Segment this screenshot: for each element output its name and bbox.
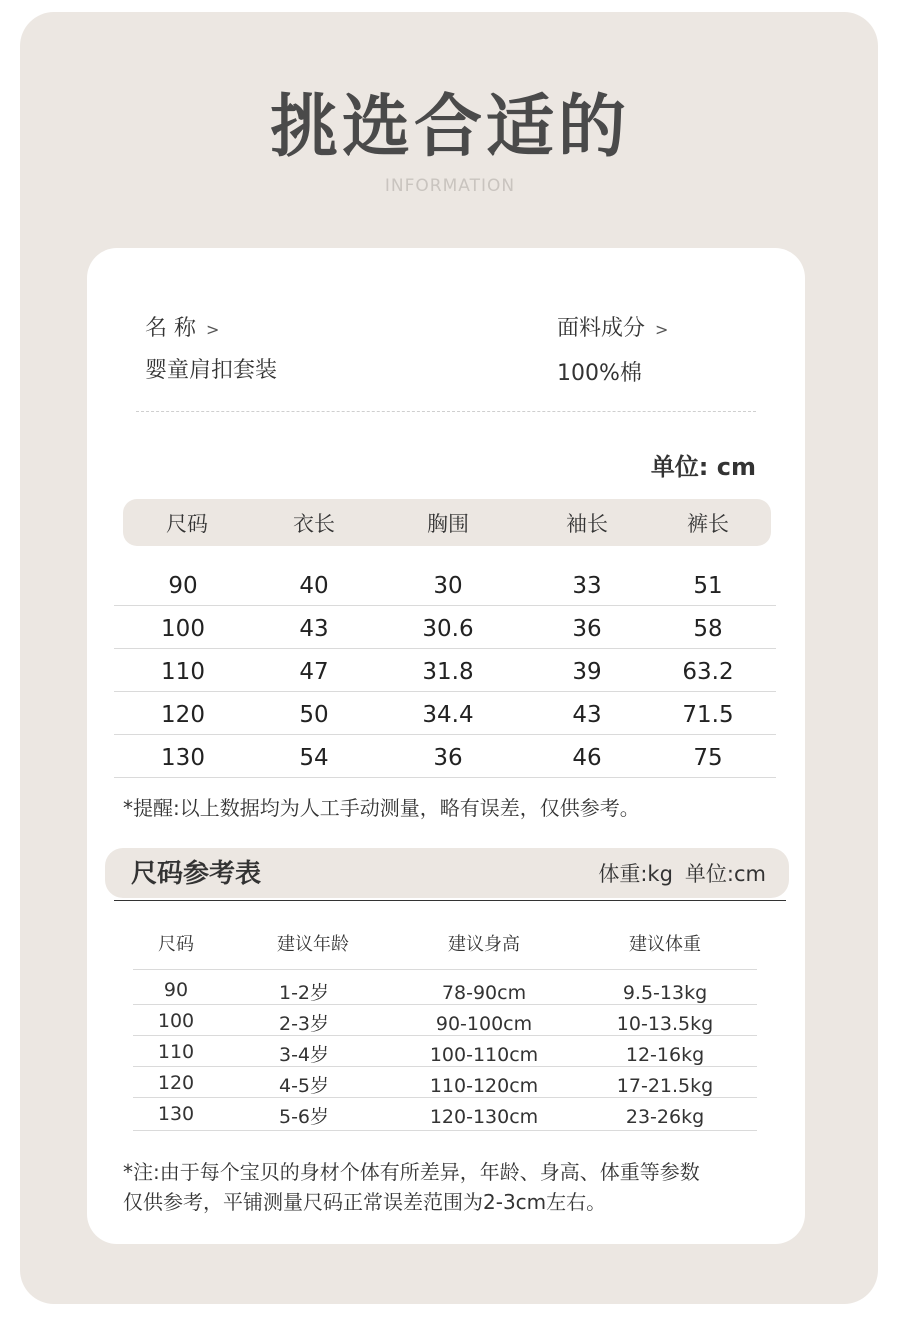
size-cell: 40: [299, 573, 329, 599]
size-cell: 34.4: [422, 702, 474, 728]
reference-cell: 4-5岁: [278, 1075, 330, 1097]
size-cell: 100: [161, 616, 205, 642]
page-title: 挑选合适的: [269, 88, 630, 167]
size-cell: 30.6: [422, 616, 474, 642]
reference-cell: 120-130cm: [429, 1106, 539, 1128]
reference-cell: 9.5-13kg: [622, 982, 708, 1004]
fabric-label: [557, 316, 668, 343]
dashed-divider: [136, 411, 756, 412]
measurement-note: *提醒:以上数据均为人工手动测量，略有误差，仅供参考。: [123, 796, 640, 820]
size-cell: 75: [693, 745, 723, 771]
reference-cell: 5-6岁: [278, 1106, 330, 1128]
weight-unit: 体重:kg: [598, 862, 673, 886]
size-cell: 30: [433, 573, 463, 599]
reference-row-divider: [133, 1066, 757, 1067]
reference-cell: 2-3岁: [278, 1013, 330, 1035]
size-cell: 36: [433, 745, 463, 771]
reference-cell: 130: [157, 1103, 195, 1125]
size-cell: 31.8: [422, 659, 474, 685]
reference-header-cell: 建议体重: [629, 934, 701, 955]
size-cell: 54: [299, 745, 329, 771]
reference-row-divider: [133, 1130, 757, 1131]
reference-title: 尺码参考表: [131, 859, 262, 889]
size-cell: 36: [572, 616, 602, 642]
size-cell: 90: [168, 573, 198, 599]
row-divider: [114, 648, 776, 649]
size-header-cell: 尺码: [166, 512, 208, 536]
unit-label: 单位: cm: [650, 453, 756, 481]
reference-cell: 78-90cm: [441, 982, 527, 1004]
size-cell: 120: [161, 702, 205, 728]
size-cell: 63.2: [682, 659, 734, 685]
fabric-label-text: 面料成分: [557, 316, 646, 341]
reference-cell: 10-13.5kg: [616, 1013, 714, 1035]
size-cell: 43: [572, 702, 602, 728]
size-cell: 47: [299, 659, 329, 685]
reference-cell: 110: [157, 1041, 195, 1063]
reference-note: [123, 1157, 763, 1217]
reference-underline: [114, 900, 786, 901]
fabric-value: 100%棉: [557, 361, 642, 386]
product-name-label: [145, 316, 219, 343]
reference-cell: 1-2岁: [278, 982, 330, 1004]
reference-row-divider: [133, 1035, 757, 1036]
size-header-cell: 衣长: [293, 512, 335, 536]
reference-cell: 17-21.5kg: [616, 1075, 714, 1097]
row-divider: [114, 734, 776, 735]
size-unit: 单位:cm: [684, 862, 766, 886]
chevron-right-icon: >: [655, 320, 669, 339]
reference-row-divider: [133, 969, 757, 970]
product-name-value: 婴童肩扣套装: [145, 358, 278, 383]
size-cell: 39: [572, 659, 602, 685]
size-header-cell: 袖长: [566, 512, 608, 536]
reference-header-cell: 建议年龄: [277, 934, 349, 955]
reference-cell: 110-120cm: [429, 1075, 539, 1097]
page-subtitle: INFORMATION: [384, 176, 516, 196]
row-divider: [114, 605, 776, 606]
size-cell: 110: [161, 659, 205, 685]
product-name-label-text: 名 称: [145, 316, 196, 341]
size-cell: 50: [299, 702, 329, 728]
reference-cell: 90-100cm: [435, 1013, 533, 1035]
size-cell: 51: [693, 573, 723, 599]
reference-cell: 23-26kg: [625, 1106, 705, 1128]
reference-cell: 100-110cm: [429, 1044, 539, 1066]
reference-row-divider: [133, 1004, 757, 1005]
reference-cell: 12-16kg: [625, 1044, 705, 1066]
size-header-cell: 胸围: [427, 512, 469, 536]
reference-cell: 120: [157, 1072, 195, 1094]
reference-cell: 100: [157, 1010, 195, 1032]
row-divider: [114, 691, 776, 692]
size-cell: 58: [693, 616, 723, 642]
reference-cell: 3-4岁: [278, 1044, 330, 1066]
reference-units: [560, 860, 766, 888]
size-cell: 33: [572, 573, 602, 599]
reference-cell: 90: [163, 979, 189, 1001]
size-cell: 130: [161, 745, 205, 771]
row-divider: [114, 777, 776, 778]
chevron-right-icon: >: [206, 320, 220, 339]
size-header-cell: 裤长: [687, 512, 729, 536]
reference-note-line: 仅供参考，平铺测量尺码正常误差范围为2-3cm左右。: [123, 1190, 607, 1214]
reference-note-line: *注:由于每个宝贝的身材个体有所差异，年龄、身高、体重等参数: [123, 1160, 700, 1184]
size-cell: 43: [299, 616, 329, 642]
reference-header-cell: 尺码: [158, 934, 194, 955]
reference-header-cell: 建议身高: [448, 934, 520, 955]
reference-row-divider: [133, 1097, 757, 1098]
size-cell: 71.5: [682, 702, 734, 728]
size-cell: 46: [572, 745, 602, 771]
